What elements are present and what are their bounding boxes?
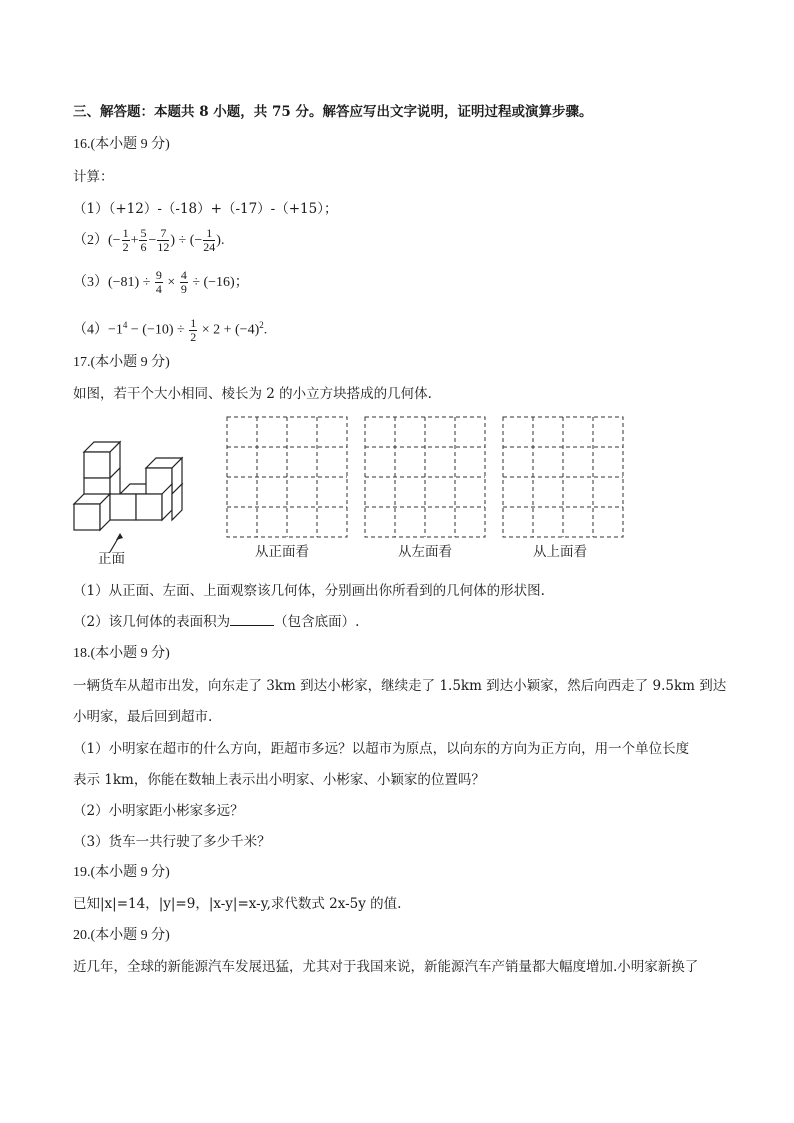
question-18-text-line-1: 一辆货车从超市出发，向东走了 3km 到达小彬家，继续走了 1.5km 到达小颖家，然后向西走了 9.5km 到达 <box>73 678 727 694</box>
question-18-item-3: （3）货车一共行驶了多少千米？ <box>73 834 271 850</box>
item-label: （3） <box>73 275 108 290</box>
question-18-text-line-2: 小明家，最后回到超市. <box>73 709 213 725</box>
question-16-item-1 <box>73 200 338 218</box>
question-17-heading: 17.(本小题 9 分) <box>73 355 170 370</box>
grid-left-view <box>364 416 486 538</box>
question-20-heading: 20.(本小题 9 分) <box>73 928 170 943</box>
fraction: $\frac{9}{4}$ <box>155 268 162 297</box>
fraction: $\frac{4}{9}$ <box>180 268 187 297</box>
front-label: 正面 <box>98 551 125 567</box>
question-16-item-2: （2）(− $\frac{1}{2}$ + $\frac{5}{6}$ − $\frac{7}{12}$ ) ÷ (− $\frac{1}{24}$ ). <box>73 226 225 255</box>
question-19-heading: 19.(本小题 9 分) <box>73 865 170 880</box>
cube-figure <box>70 432 210 572</box>
question-18-heading: 18.(本小题 9 分) <box>73 646 170 661</box>
question-20-text: 近几年，全球的新能源汽车发展迅猛，尤其对于我国来说，新能源汽车产销量都大幅度增加.小明家新换了 <box>73 959 699 975</box>
item-label: （2） <box>73 233 108 248</box>
fraction: $\frac{1}{2}$ <box>190 315 197 344</box>
grid-label-left: 从左面看 <box>398 544 452 560</box>
item-label: （4） <box>73 322 108 338</box>
question-18-item-1-line-2: 表示 1km，你能在数轴上表示出小明家、小彬家、小颖家的位置吗？ <box>73 772 485 788</box>
question-17-item-1: （1）从正面、左面、上面观察该几何体，分别画出你所看到的几何体的形状图. <box>73 583 545 599</box>
grid-front-view <box>226 416 348 538</box>
question-16-item-3: （3）(−81) ÷ $\frac{9}{4}$ × $\frac{4}{9}$ ÷ (−16)； <box>73 268 249 297</box>
question-18-item-1-line-1: （1）小明家在超市的什么方向，距超市多远？以超市为原点，以向东的方向为正方向，用一个单位长度 <box>73 741 690 757</box>
fraction: $\frac{1}{2}$ <box>122 226 129 255</box>
question-17-item-2: （2）该几何体的表面积为 （包含底面）. <box>73 614 360 630</box>
grid-top-view <box>502 416 624 538</box>
fraction: $\frac{5}{6}$ <box>140 226 147 255</box>
section-header: 三、解答题：本题共 8 小题，共 75 分。解答应写出文字说明，证明过程或演算步骤。 <box>73 104 593 120</box>
grid-label-front: 从正面看 <box>255 544 309 560</box>
expression: （+12）-（-18）+（-17）-（+15）； <box>108 201 338 217</box>
question-16-heading: 16.(本小题 9 分) <box>73 137 170 152</box>
question-16-intro: 计算： <box>73 169 114 185</box>
item-label: （1） <box>73 201 109 217</box>
question-18-item-2: （2）小明家距小彬家多远？ <box>73 803 244 819</box>
fraction: $\frac{7}{12}$ <box>157 226 170 255</box>
question-17-intro: 如图，若干个大小相同、棱长为 2 的小立方块搭成的几何体. <box>73 386 432 402</box>
fraction: $\frac{1}{24}$ <box>203 226 216 255</box>
grid-label-top: 从上面看 <box>533 544 587 560</box>
answer-blank[interactable] <box>230 613 274 626</box>
question-16-item-4: $(4)-1^4 - (-10)$ ÷ $\frac{1}{2}$ × $2 + (-4)^2$. <box>73 315 268 344</box>
question-19-text: 已知|x|=14，|y|=9，|x-y|=x-y,求代数式 2x-5y 的值. <box>73 896 402 912</box>
